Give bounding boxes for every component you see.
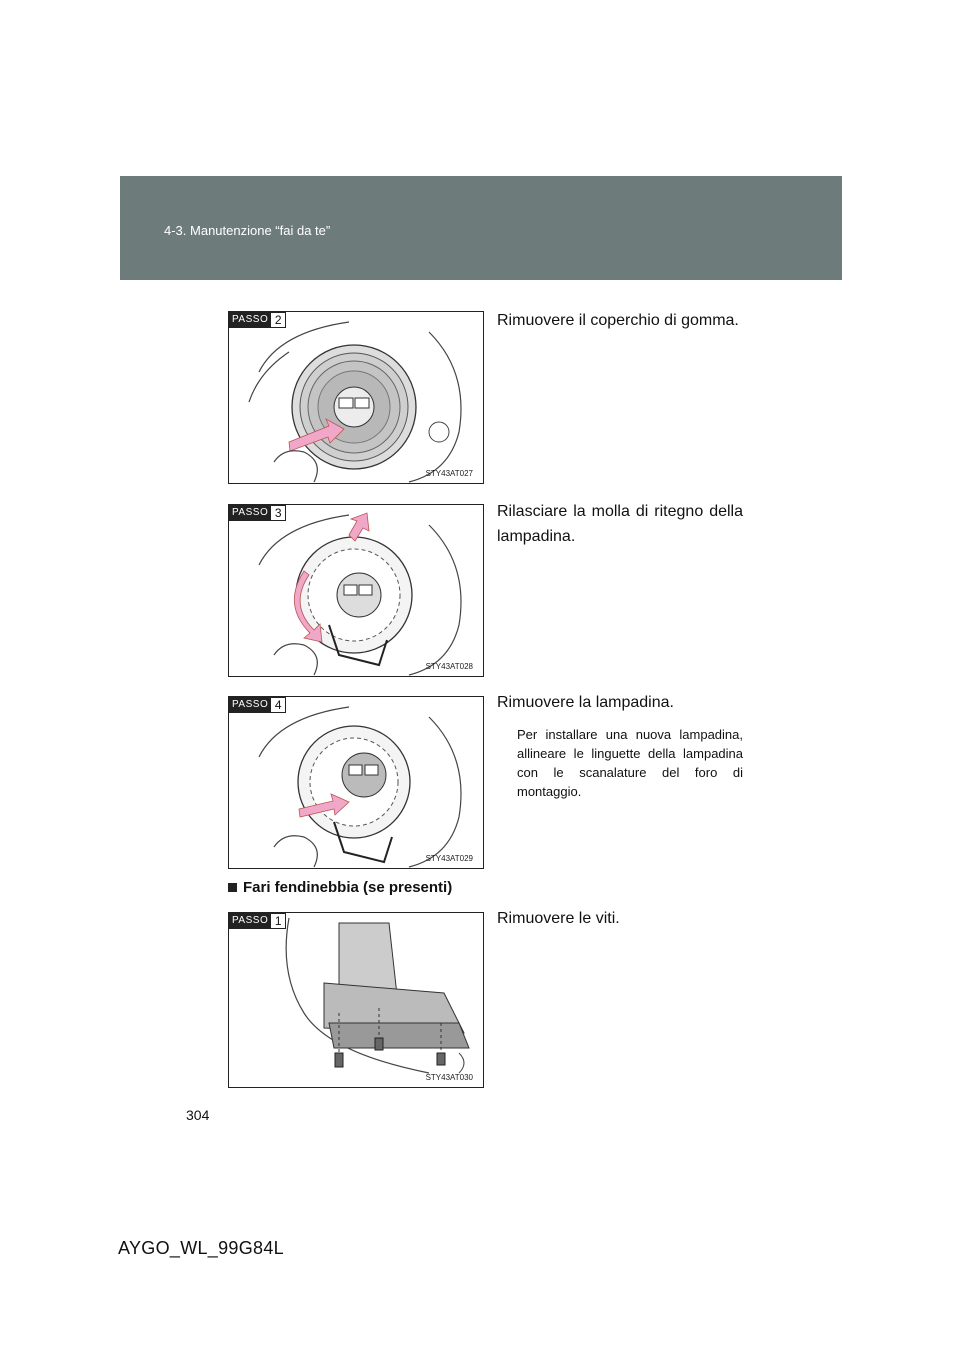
figure-code: STY43AT030 — [425, 1073, 473, 1082]
figure-code: STY43AT029 — [425, 854, 473, 863]
figure-code: STY43AT028 — [425, 662, 473, 671]
chapter-title: 4-3. Manutenzione “fai da te” — [164, 223, 331, 238]
bulb-removal-illustration — [229, 697, 484, 869]
retaining-spring-illustration — [229, 505, 484, 677]
figure-fog-step-1 — [228, 912, 484, 1088]
step-4-note: Per installare una nuova lampadina, allineare le linguette della lampadina con le scanalature del foro di montaggio. — [517, 727, 743, 799]
chapter-header — [120, 176, 842, 280]
rubber-cover-illustration — [229, 312, 484, 484]
step-4-text: Rimuovere la lampadina. — [497, 694, 674, 711]
square-bullet-icon — [228, 883, 237, 892]
fog-lamp-screws-illustration — [229, 913, 484, 1088]
fog-step-1-text: Rimuovere le viti. — [497, 910, 620, 927]
step-badge: PASSO 2 — [229, 312, 286, 328]
page-number: 304 — [186, 1107, 210, 1123]
figure-code: STY43AT027 — [425, 469, 473, 478]
figure-step-3 — [228, 504, 484, 677]
figure-step-2 — [228, 311, 484, 484]
step-2-text: Rimuovere il coperchio di gomma. — [497, 312, 739, 329]
step-3-text: Rilasciare la molla di ritegno della lampadina. — [497, 503, 743, 545]
figure-step-4 — [228, 696, 484, 869]
manual-code: AYGO_WL_99G84L — [118, 1238, 284, 1258]
section-heading — [228, 879, 452, 896]
step-badge: PASSO 4 — [229, 697, 286, 713]
section-title: Fari fendinebbia (se presenti) — [243, 879, 453, 896]
step-badge: PASSO 1 — [229, 913, 286, 929]
step-badge: PASSO 3 — [229, 505, 286, 521]
